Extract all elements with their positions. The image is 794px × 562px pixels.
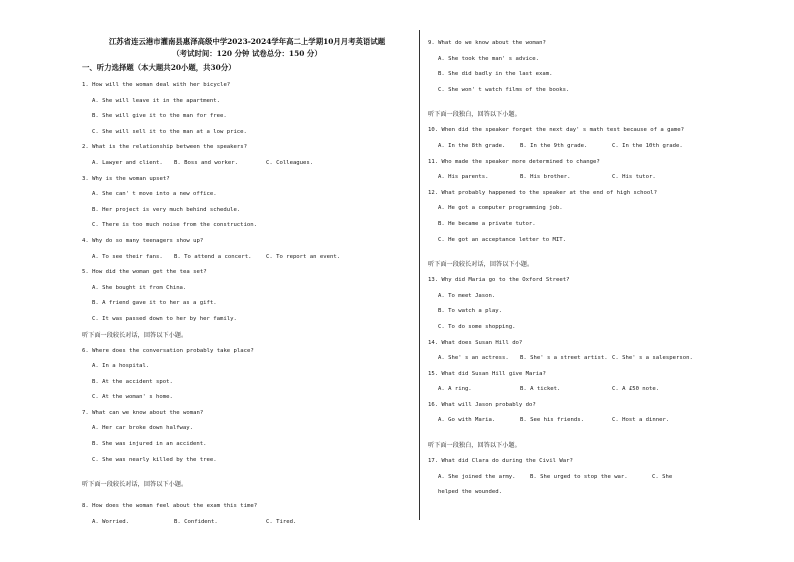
exam-title: 江苏省连云港市灌南县惠泽高级中学2023-2024学年高二上学期10月月考英语试题 xyxy=(108,37,386,46)
option-c: C. It was passed down to her by her family. xyxy=(92,315,237,322)
option-b: B. In the 9th grade. xyxy=(520,142,588,149)
option-b: B. Confident. xyxy=(174,518,218,525)
option-c: C. He got an acceptance letter to MIT. xyxy=(438,236,566,243)
listening-instruction: 听下面一段独白，回答以下小题。 xyxy=(428,111,521,119)
option-b: B. She did badly in the last exam. xyxy=(438,71,553,78)
left-column xyxy=(82,36,412,530)
question-12 xyxy=(428,186,758,248)
option-b: B. A friend gave it to her as a gift. xyxy=(92,300,217,307)
option-a: A. In the 8th grade. xyxy=(438,142,506,149)
option-c: C. Tired. xyxy=(266,518,297,525)
option-c: C. To do some shopping. xyxy=(438,323,516,330)
listening-instruction: 听下面一段独白，回答以下小题。 xyxy=(428,442,521,450)
option-a: A. Go with Maria. xyxy=(438,417,496,424)
option-b: B. To attend a concert. xyxy=(174,253,252,260)
question-9 xyxy=(428,36,758,98)
option-b: B. She' s a street artist. xyxy=(520,355,608,362)
question-stem: 3. Why is the woman upset? xyxy=(82,175,170,182)
listening-instruction: 听下面一段较长对话，回答以下小题。 xyxy=(82,331,188,339)
option-b: B. She will give it to the man for free. xyxy=(92,113,227,120)
question-10 xyxy=(428,123,758,154)
option-b: B. His brother. xyxy=(520,174,571,181)
option-b: B. She urged to stop the war. xyxy=(530,473,628,480)
question-16 xyxy=(428,398,758,429)
option-c: C. Host a dinner. xyxy=(612,417,670,424)
option-b: B. See his friends. xyxy=(520,417,584,424)
question-stem: 9. What do we know about the woman? xyxy=(428,40,546,46)
option-a: A. She joined the army. xyxy=(438,473,516,480)
option-c: C. There is too much noise from the construction. xyxy=(92,222,258,229)
option-c: C. She will sell it to the man at a low price. xyxy=(92,128,247,135)
question-stem: 15. What did Susan Hill give Maria? xyxy=(428,370,546,377)
option-c: C. She won' t watch films of the books. xyxy=(438,86,570,93)
question-stem: 16. What will Jason probably do? xyxy=(428,401,536,408)
option-a: A. A ring. xyxy=(438,386,472,393)
option-a: A. To meet Jason. xyxy=(438,292,496,299)
question-3 xyxy=(82,172,412,234)
option-a: A. His parents. xyxy=(438,174,489,181)
question-11 xyxy=(428,155,758,186)
question-13 xyxy=(428,273,758,335)
option-row xyxy=(82,156,412,172)
option-a: A. Worried. xyxy=(92,518,130,525)
option-b: B. A ticket. xyxy=(520,386,561,393)
question-stem: 13. Why did Maria go to the Oxford Street? xyxy=(428,277,570,284)
listening-instruction: 听下面一段较长对话，回答以下小题。 xyxy=(82,481,188,489)
question-4 xyxy=(82,234,412,265)
question-6 xyxy=(82,344,412,406)
option-a: A. She bought it from China. xyxy=(92,284,187,291)
question-17 xyxy=(428,454,758,501)
column-divider xyxy=(419,30,420,520)
question-stem: 10. When did the speaker forget the next day' s math test because of a game? xyxy=(428,127,684,134)
question-7 xyxy=(82,406,412,468)
question-stem: 11. Who made the speaker more determined to change? xyxy=(428,158,600,165)
option-a: A. She took the man' s advice. xyxy=(438,55,540,62)
option-a: A. In a hospital. xyxy=(92,363,150,370)
option-row xyxy=(428,382,758,398)
option-a: A. She will leave it in the apartment. xyxy=(92,97,220,104)
question-stem: 8. How does the woman feel about the exam this time? xyxy=(82,503,258,510)
option-row xyxy=(428,413,758,429)
option-c: C. At the woman' s home. xyxy=(92,394,173,401)
option-c-continued: helped the wounded. xyxy=(438,489,502,496)
question-stem: 1. How will the woman deal with her bicycle? xyxy=(82,82,231,88)
question-stem: 7. What can we know about the woman? xyxy=(82,409,204,416)
option-b: B. To watch a play. xyxy=(438,308,502,315)
option-b: B. He became a private tutor. xyxy=(438,220,536,227)
option-c: C. She xyxy=(652,473,673,480)
option-row xyxy=(428,351,758,367)
option-row xyxy=(428,170,758,186)
option-c: C. In the 10th grade. xyxy=(612,142,683,149)
question-stem: 5. How did the woman get the tea set? xyxy=(82,269,207,276)
question-14 xyxy=(428,336,758,367)
option-a: A. She' s an actress. xyxy=(438,355,509,362)
question-stem: 12. What probably happened to the speaker at the end of high school? xyxy=(428,189,658,196)
question-8 xyxy=(82,499,412,530)
question-stem: 14. What does Susan Hill do? xyxy=(428,339,523,346)
option-a: A. To see their fans. xyxy=(92,253,163,260)
option-b: B. Boss and worker. xyxy=(174,159,238,166)
option-c: C. Colleagues. xyxy=(266,159,314,166)
option-c: C. His tutor. xyxy=(612,174,656,181)
option-a: A. She can' t move into a new office. xyxy=(92,191,217,198)
option-c: C. She was nearly killed by the tree. xyxy=(92,456,217,463)
right-column xyxy=(428,36,758,501)
question-stem: 2. What is the relationship between the speakers? xyxy=(82,144,248,151)
option-a: A. Lawyer and client. xyxy=(92,159,163,166)
option-c: C. She' s a salesperson. xyxy=(612,355,693,362)
option-row xyxy=(82,515,412,531)
question-1 xyxy=(82,78,412,140)
option-c: C. A £50 note. xyxy=(612,386,660,393)
option-row xyxy=(428,470,758,486)
question-5 xyxy=(82,265,412,327)
option-row xyxy=(82,250,412,266)
question-15 xyxy=(428,367,758,398)
option-b: B. Her project is very much behind schedule. xyxy=(92,206,241,213)
question-stem: 6. Where does the conversation probably take place? xyxy=(82,347,254,354)
option-c: C. To report an event. xyxy=(266,253,341,260)
option-b: B. At the accident spot. xyxy=(92,378,173,385)
option-a: A. Her car broke down halfway. xyxy=(92,425,194,432)
question-stem: 4. Why do so many teenagers show up? xyxy=(82,237,204,244)
section-heading: 一、听力选择题（本大题共20小题，共30分） xyxy=(82,63,236,72)
option-b: B. She was injured in an accident. xyxy=(92,441,207,448)
question-stem: 17. What did Clara do during the Civil War? xyxy=(428,458,573,465)
question-2 xyxy=(82,140,412,171)
listening-instruction: 听下面一段较长对话，回答以下小题。 xyxy=(428,261,534,269)
exam-subtitle: （考试时间：120 分钟 试卷总分：150 分） xyxy=(172,49,322,58)
option-row xyxy=(428,139,758,155)
option-a: A. He got a computer programming job. xyxy=(438,205,563,212)
